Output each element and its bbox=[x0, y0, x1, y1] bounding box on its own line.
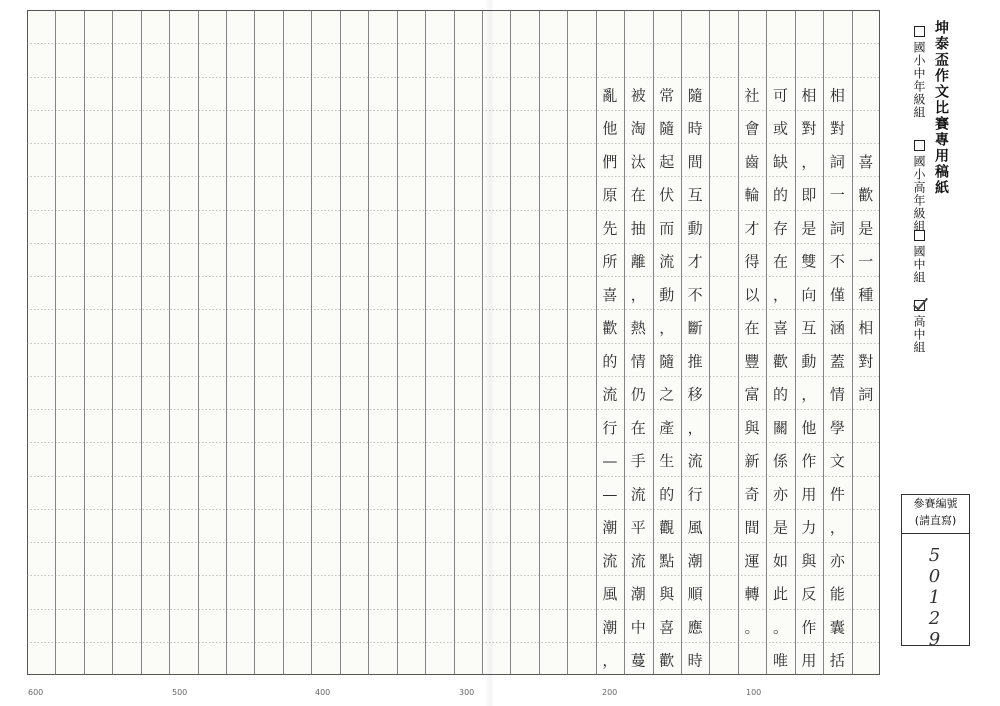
essay-char: 學 bbox=[829, 418, 845, 437]
essay-char: 囊 bbox=[829, 618, 845, 637]
essay-char: 存 bbox=[772, 219, 788, 238]
essay-char: 是 bbox=[801, 219, 817, 238]
essay-char: 斷 bbox=[687, 319, 703, 338]
essay-char: 移 bbox=[687, 385, 703, 404]
essay-char: 的 bbox=[659, 485, 675, 504]
essay-char: 對 bbox=[829, 119, 845, 138]
essay-grid bbox=[27, 10, 880, 675]
essay-char: 喜 bbox=[772, 319, 788, 338]
essay-char: ， bbox=[772, 285, 788, 304]
essay-char: 所 bbox=[602, 252, 618, 271]
essay-char: 係 bbox=[772, 452, 788, 471]
essay-char: 互 bbox=[687, 186, 703, 205]
essay-char: ， bbox=[687, 418, 703, 437]
essay-char: 運 bbox=[744, 551, 760, 570]
essay-char: 的 bbox=[602, 352, 618, 371]
essay-char: 流 bbox=[602, 385, 618, 404]
checkbox-senior-high[interactable] bbox=[914, 300, 925, 311]
essay-char: 種 bbox=[858, 285, 874, 304]
essay-char: 離 bbox=[630, 252, 646, 271]
essay-char: 相 bbox=[801, 86, 817, 105]
essay-char: 動 bbox=[659, 285, 675, 304]
essay-char: 括 bbox=[829, 651, 845, 670]
essay-char: 喜 bbox=[858, 152, 874, 171]
essay-char: 點 bbox=[659, 551, 675, 570]
essay-char: ， bbox=[801, 385, 817, 404]
essay-text bbox=[602, 86, 873, 669]
essay-char: 此 bbox=[772, 585, 788, 604]
checkbox-elementary-middle[interactable] bbox=[914, 26, 925, 37]
essay-char: 起 bbox=[659, 152, 675, 171]
essay-char: 對 bbox=[801, 119, 817, 138]
essay-char: 原 bbox=[602, 186, 618, 205]
essay-char: 熱 bbox=[630, 319, 646, 338]
essay-char: 平 bbox=[630, 518, 646, 537]
essay-char: 伏 bbox=[659, 186, 675, 205]
essay-char: 與 bbox=[744, 418, 760, 437]
essay-char: 隨 bbox=[659, 352, 675, 371]
essay-char: 在 bbox=[772, 252, 788, 271]
essay-char: 唯 bbox=[772, 651, 788, 670]
essay-char: 喜 bbox=[602, 285, 618, 304]
scale-100: 100 bbox=[746, 688, 762, 697]
category-elementary-middle[interactable] bbox=[911, 26, 928, 119]
essay-char: 詞 bbox=[829, 152, 845, 171]
essay-char: 社 bbox=[744, 86, 760, 105]
essay-char: 隨 bbox=[687, 86, 703, 105]
essay-char: 在 bbox=[630, 186, 646, 205]
essay-char: 關 bbox=[772, 418, 788, 437]
essay-char: 潮 bbox=[630, 585, 646, 604]
essay-char: 以 bbox=[744, 285, 760, 304]
essay-char: 風 bbox=[602, 585, 618, 604]
scale-300: 300 bbox=[459, 688, 475, 697]
essay-char: 中 bbox=[630, 618, 646, 637]
essay-char: 與 bbox=[801, 551, 817, 570]
category-label: 高中組 bbox=[912, 315, 926, 354]
essay-char: 反 bbox=[801, 585, 817, 604]
essay-char: 豐 bbox=[744, 352, 760, 371]
essay-char: 是 bbox=[858, 219, 874, 238]
essay-char: 先 bbox=[602, 219, 618, 238]
essay-char: 動 bbox=[801, 352, 817, 371]
essay-char: 潮 bbox=[602, 518, 618, 537]
entry-label-line2: (請直寫) bbox=[914, 514, 957, 527]
essay-char: 他 bbox=[801, 418, 817, 437]
essay-char: 涵 bbox=[829, 319, 845, 338]
entry-number-box bbox=[901, 494, 970, 650]
essay-char: — bbox=[602, 485, 618, 504]
scale-600: 600 bbox=[28, 688, 44, 697]
essay-char: 流 bbox=[630, 551, 646, 570]
essay-char: 喜 bbox=[659, 618, 675, 637]
essay-char: 僅 bbox=[829, 285, 845, 304]
essay-char: 情 bbox=[630, 352, 646, 371]
essay-char: 可 bbox=[772, 86, 788, 105]
essay-char: 蔓 bbox=[630, 651, 646, 670]
checkbox-junior-high[interactable] bbox=[914, 230, 925, 241]
essay-char: 在 bbox=[630, 418, 646, 437]
essay-char: 對 bbox=[858, 352, 874, 371]
essay-char: 會 bbox=[744, 119, 760, 138]
essay-char: ， bbox=[630, 285, 646, 304]
essay-char: 文 bbox=[829, 452, 845, 471]
essay-char: 歡 bbox=[659, 651, 675, 670]
contest-title: 坤泰盃作文比賽專用稿紙 bbox=[933, 20, 949, 196]
essay-char: 作 bbox=[801, 618, 817, 637]
category-junior-high[interactable] bbox=[911, 230, 928, 284]
page-fold bbox=[485, 0, 495, 706]
essay-char: 順 bbox=[687, 585, 703, 604]
essay-char: 新 bbox=[744, 452, 760, 471]
essay-char: 富 bbox=[744, 385, 760, 404]
essay-char: 不 bbox=[829, 252, 845, 271]
essay-char: 在 bbox=[744, 319, 760, 338]
essay-char: 汰 bbox=[630, 152, 646, 171]
essay-char: 。 bbox=[744, 618, 760, 637]
essay-char: 而 bbox=[659, 219, 675, 238]
essay-char: 力 bbox=[801, 518, 817, 537]
entry-label-line1: 參賽編號 bbox=[913, 497, 958, 510]
essay-char: 被 bbox=[630, 86, 646, 105]
essay-char: 他 bbox=[602, 119, 618, 138]
scale-400: 400 bbox=[315, 688, 331, 697]
essay-char: 歡 bbox=[858, 186, 874, 205]
essay-char: 作 bbox=[801, 452, 817, 471]
essay-char: 情 bbox=[829, 385, 845, 404]
essay-char: 相 bbox=[858, 319, 874, 338]
essay-char: 之 bbox=[659, 385, 675, 404]
essay-char: 間 bbox=[744, 518, 760, 537]
essay-char: 缺 bbox=[772, 152, 788, 171]
essay-char: 不 bbox=[687, 285, 703, 304]
essay-char: 的 bbox=[772, 385, 788, 404]
essay-char: 行 bbox=[687, 485, 703, 504]
category-label: 國小中年級組 bbox=[912, 41, 926, 119]
essay-char: 仍 bbox=[630, 385, 646, 404]
essay-char: 雙 bbox=[801, 252, 817, 271]
essay-char: 風 bbox=[687, 518, 703, 537]
essay-char: 亦 bbox=[829, 551, 845, 570]
essay-char: 詞 bbox=[858, 385, 874, 404]
essay-char: 淘 bbox=[630, 119, 646, 138]
essay-char: 即 bbox=[801, 186, 817, 205]
essay-char: 得 bbox=[744, 252, 760, 271]
entry-label bbox=[902, 495, 969, 534]
essay-char: 潮 bbox=[687, 551, 703, 570]
essay-char: 轉 bbox=[744, 585, 760, 604]
essay-char: 用 bbox=[801, 651, 817, 670]
essay-char: 歡 bbox=[602, 319, 618, 338]
grid-border bbox=[28, 11, 880, 675]
essay-char: 生 bbox=[659, 452, 675, 471]
essay-char: ， bbox=[801, 152, 817, 171]
essay-char: 是 bbox=[772, 518, 788, 537]
essay-char: 才 bbox=[687, 252, 703, 271]
essay-char: 互 bbox=[801, 319, 817, 338]
essay-char: ， bbox=[659, 319, 675, 338]
essay-char: 流 bbox=[659, 252, 675, 271]
essay-char: 亦 bbox=[772, 485, 788, 504]
essay-char: 產 bbox=[659, 418, 675, 437]
essay-char: 輪 bbox=[744, 186, 760, 205]
essay-char: 們 bbox=[602, 152, 618, 171]
category-label: 國小高年級組 bbox=[912, 155, 926, 233]
checkbox-elementary-upper[interactable] bbox=[914, 140, 925, 151]
essay-char: 詞 bbox=[829, 219, 845, 238]
essay-char: 間 bbox=[687, 152, 703, 171]
essay-char: — bbox=[602, 452, 618, 471]
essay-char: 能 bbox=[829, 585, 845, 604]
essay-char: 流 bbox=[602, 551, 618, 570]
essay-char: 相 bbox=[829, 86, 845, 105]
entry-number: 50129 bbox=[924, 545, 945, 650]
essay-char: 動 bbox=[687, 219, 703, 238]
essay-char: 如 bbox=[772, 551, 788, 570]
essay-char: 用 bbox=[801, 485, 817, 504]
essay-char: 觀 bbox=[659, 518, 675, 537]
essay-char: 才 bbox=[744, 219, 760, 238]
essay-char: 抽 bbox=[630, 219, 646, 238]
grid-lines bbox=[27, 10, 880, 675]
essay-char: 推 bbox=[687, 352, 703, 371]
essay-char: 應 bbox=[687, 618, 703, 637]
essay-char: 手 bbox=[630, 452, 646, 471]
category-senior-high[interactable] bbox=[911, 300, 928, 354]
essay-char: ， bbox=[602, 651, 618, 670]
essay-char: 。 bbox=[772, 618, 788, 637]
essay-char: 常 bbox=[659, 86, 675, 105]
essay-char: 一 bbox=[829, 186, 845, 205]
scale-200: 200 bbox=[602, 688, 618, 697]
category-elementary-upper[interactable] bbox=[911, 140, 928, 233]
essay-char: 蓋 bbox=[829, 352, 845, 371]
essay-char: 流 bbox=[687, 452, 703, 471]
essay-char: 與 bbox=[659, 585, 675, 604]
essay-char: 向 bbox=[801, 285, 817, 304]
essay-char: 時 bbox=[687, 651, 703, 670]
essay-char: 亂 bbox=[602, 86, 618, 105]
essay-char: 潮 bbox=[602, 618, 618, 637]
essay-char: 歡 bbox=[772, 352, 788, 371]
essay-char: 的 bbox=[772, 186, 788, 205]
essay-char: 或 bbox=[772, 119, 788, 138]
category-label: 國中組 bbox=[912, 245, 926, 284]
essay-char: 時 bbox=[687, 119, 703, 138]
essay-char: 流 bbox=[630, 485, 646, 504]
essay-char: 件 bbox=[829, 485, 845, 504]
essay-char: ， bbox=[829, 518, 845, 537]
essay-char: 一 bbox=[858, 252, 874, 271]
essay-char: 隨 bbox=[659, 119, 675, 138]
essay-char: 齒 bbox=[744, 152, 760, 171]
essay-char: 行 bbox=[602, 418, 618, 437]
scale-500: 500 bbox=[172, 688, 188, 697]
essay-sheet bbox=[27, 10, 880, 675]
essay-char: 奇 bbox=[744, 485, 760, 504]
